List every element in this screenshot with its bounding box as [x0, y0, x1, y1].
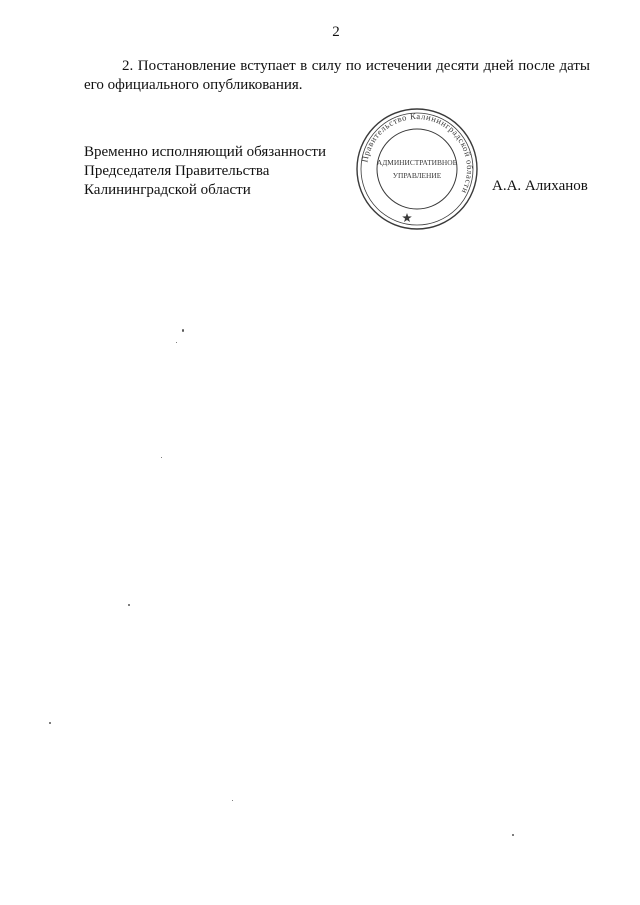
decree-paragraph: 2. Постановление вступает в силу по истечении десяти дней после даты его официального опубликования.: [84, 58, 590, 93]
signatory-title-line-1: Временно исполняющий обязанности: [84, 144, 327, 160]
page-number: 2: [332, 24, 340, 40]
signer-name: А.А. Алиханов: [492, 178, 588, 194]
seal-inner-line-1: АДМИНИСТРАТИВНОЕ: [376, 158, 458, 167]
seal-star-icon: [402, 213, 412, 222]
scan-speck: [49, 722, 51, 724]
scan-speck: [232, 800, 233, 801]
scan-speck: [176, 342, 177, 343]
signatory-title-line-2: Председателя Правительства: [84, 163, 270, 179]
scan-speck: [128, 604, 130, 606]
scan-speck: [182, 329, 184, 332]
signatory-block: [84, 143, 326, 200]
official-seal-stamp: [355, 107, 479, 231]
scan-speck: [161, 457, 162, 458]
signatory-title-line-3: Калининградской области: [84, 182, 251, 198]
seal-inner-line-2: УПРАВЛЕНИЕ: [392, 171, 442, 180]
scan-speck: [512, 834, 514, 836]
seal-outer-text: Правительство Калининградской области: [359, 110, 476, 196]
